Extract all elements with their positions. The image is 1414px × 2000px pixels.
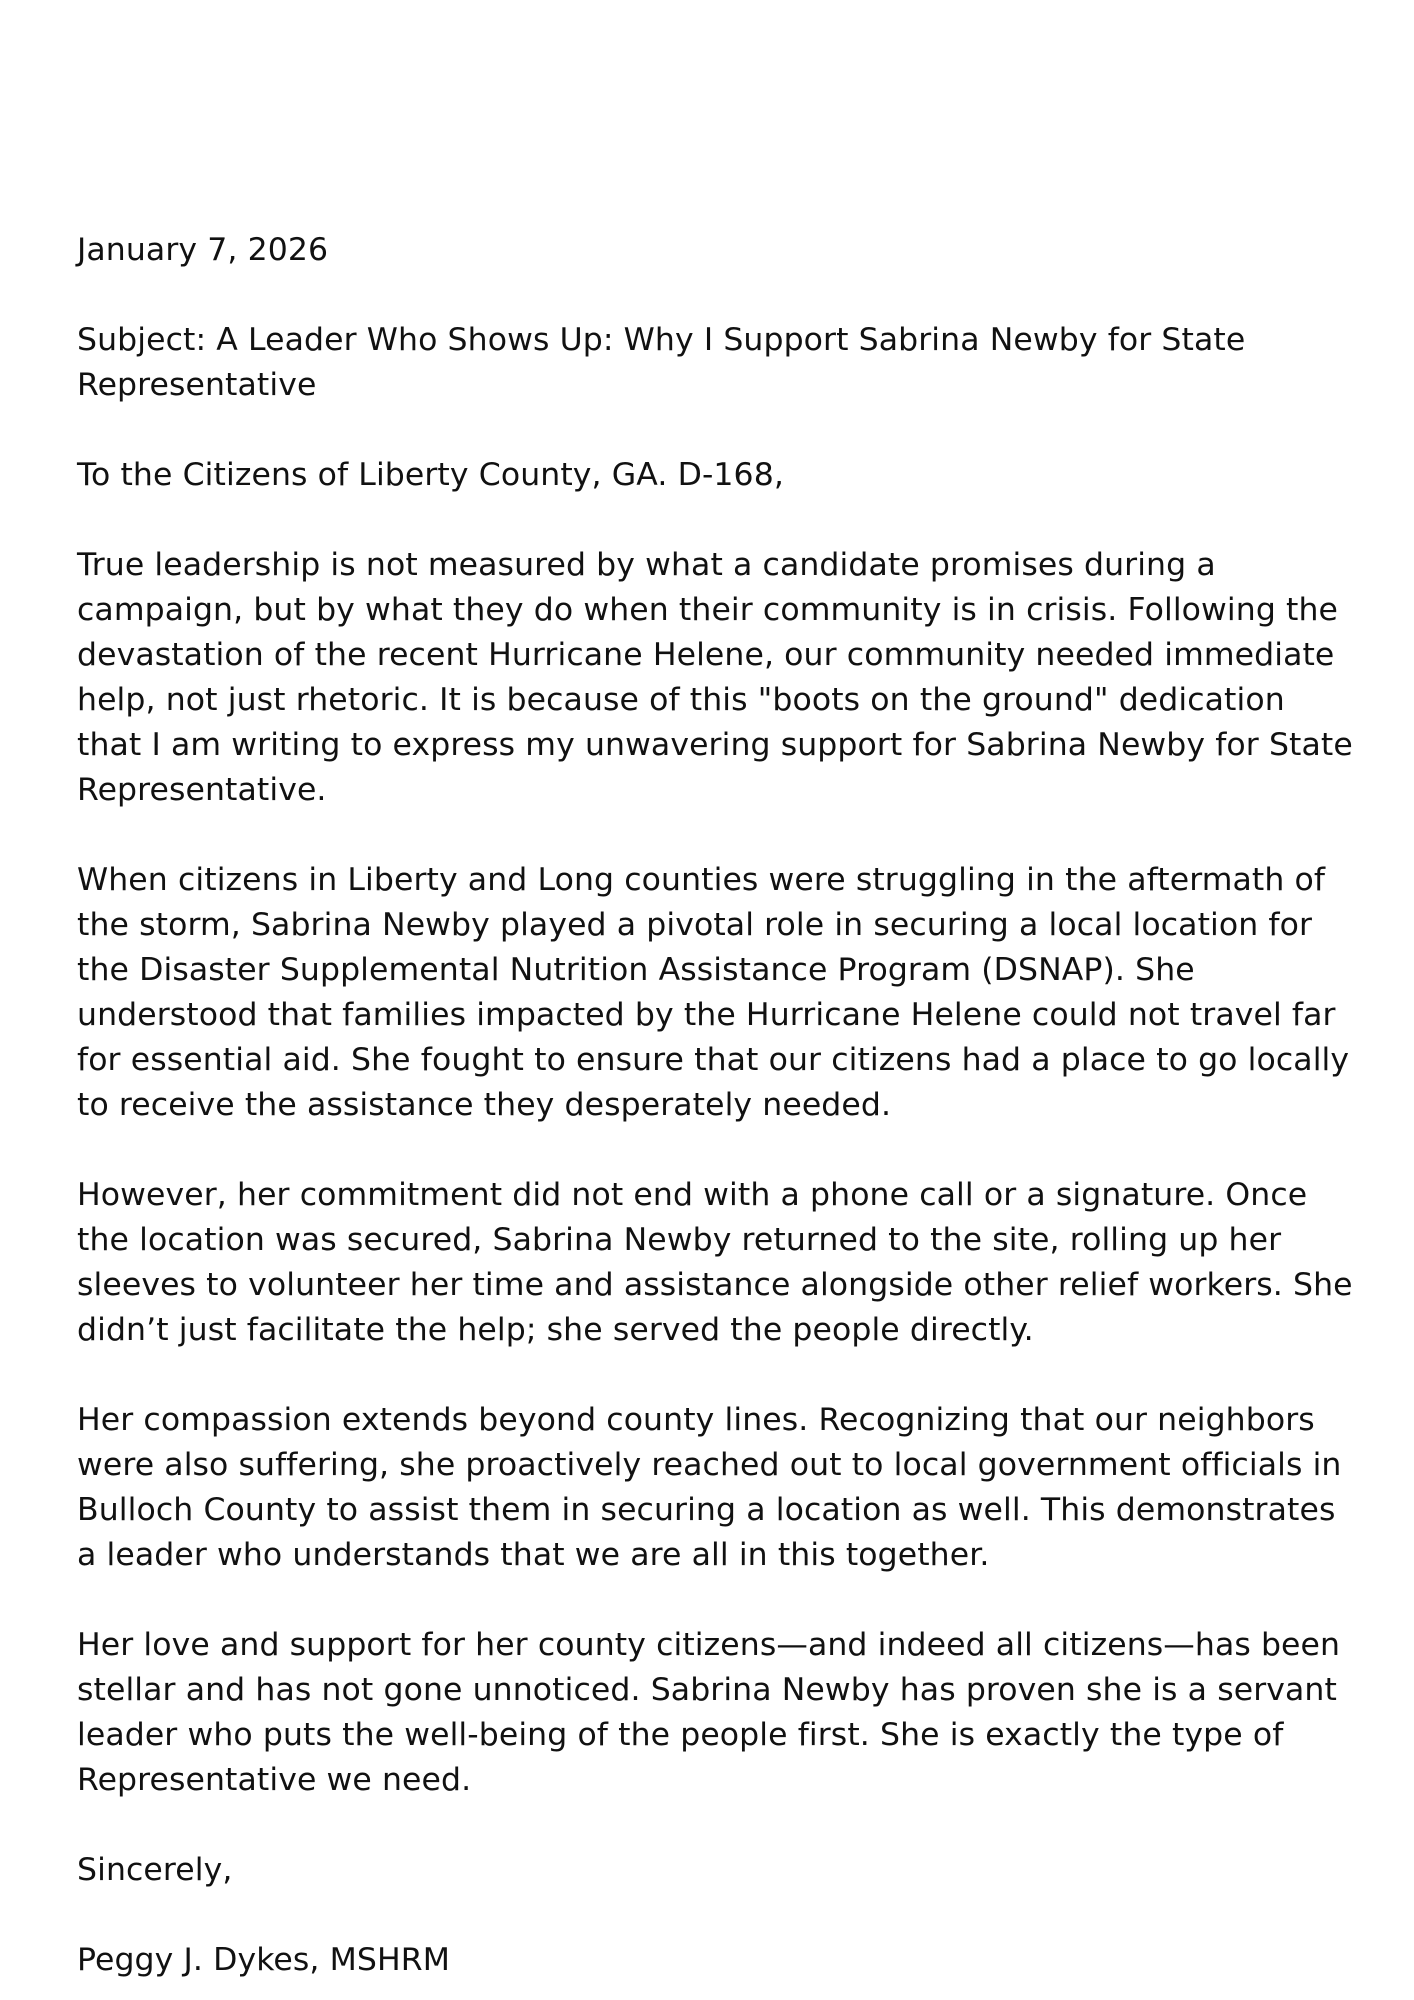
letter-signature: Peggy J. Dykes, MSHRM <box>77 1942 451 1978</box>
letter-subject: Subject: A Leader Who Shows Up: Why I Support Sabrina Newby for State Representative <box>77 322 1246 403</box>
letter-paragraph: However, her commitment did not end with a phone call or a signature. Once the location was secured, Sabrina Newby returned to the site, rolling up her sleeves to volunteer her time and assistance alongside other relief workers. She didn’t just facilitate the help; she served the people directly. <box>77 1177 1353 1348</box>
letter-paragraph: When citizens in Liberty and Long counties were struggling in the aftermath of the storm, Sabrina Newby played a pivotal role in securing a local location for the Disaster Supplemental Nutrition Assistance Program (DSNAP). She understood that families impacted by the Hurricane Helene could not travel far for essential aid. She fought to ensure that our citizens had a place to go locally to receive the assistance they desperately needed. <box>77 862 1350 1123</box>
letter-closing: Sincerely, <box>77 1852 233 1888</box>
letter-salutation: To the Citizens of Liberty County, GA. D-168, <box>77 457 784 493</box>
letter-paragraph: True leadership is not measured by what a candidate promises during a campaign, but by what they do when their community is in crisis. Following the devastation of the recent Hurricane Helene, our community needed immediate help, not just rhetoric. It is because of this "boots on the ground" dedication that I am writing to express my unwavering support for Sabrina Newby for State Representative. <box>77 547 1353 808</box>
letter-paragraph: Her love and support for her county citizens—and indeed all citizens—has been stellar and has not gone unnoticed. Sabrina Newby has proven she is a servant leader who puts the well-being of the people first. She is exactly the type of Representative we need. <box>77 1627 1341 1798</box>
letter-date: January 7, 2026 <box>77 232 329 268</box>
letter-paragraph: Her compassion extends beyond county lines. Recognizing that our neighbors were also suffering, she proactively reached out to local government officials in Bulloch County to assist them in securing a location as well. This demonstrates a leader who understands that we are all in this together. <box>77 1402 1342 1573</box>
letter-body <box>77 228 1354 1983</box>
